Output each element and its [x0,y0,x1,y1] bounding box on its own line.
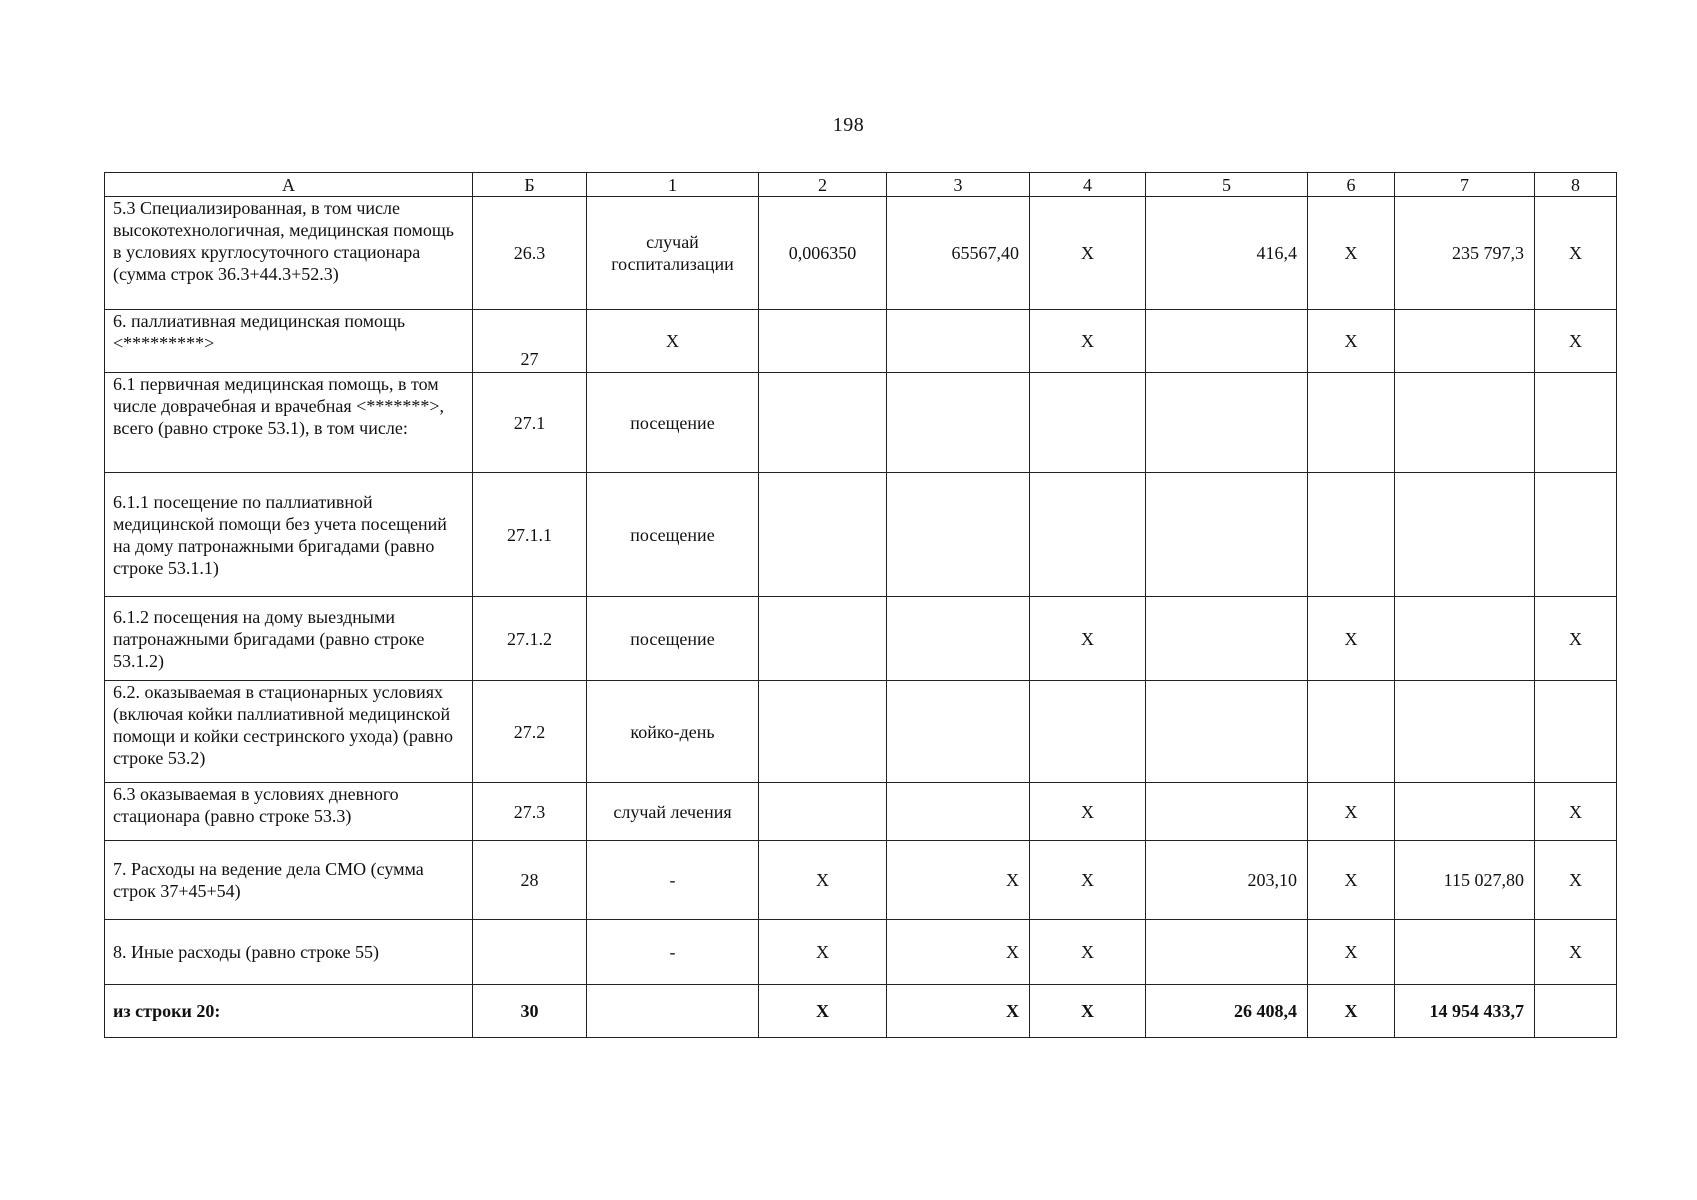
column-header: 5 [1146,173,1308,197]
cell-col-2: Х [759,985,887,1038]
cell-col-5 [1146,783,1308,841]
cell-col-4: Х [1030,310,1146,373]
table-row [105,681,1617,783]
row-description: из строки 20: [105,985,473,1038]
table-row [105,197,1617,310]
column-header: 3 [887,173,1030,197]
cell-col-5: 26 408,4 [1146,985,1308,1038]
cell-col-6: Х [1308,783,1395,841]
cell-col-2 [759,310,887,373]
row-code: 27.1 [473,373,587,473]
cell-col-2: 0,006350 [759,197,887,310]
cell-col-2: Х [759,920,887,985]
cell-col-3 [887,597,1030,681]
cell-col-2 [759,373,887,473]
unit-cell: посещение [587,373,759,473]
table-row [105,310,1617,373]
unit-cell: Х [587,310,759,373]
cell-col-4: Х [1030,920,1146,985]
cell-col-6: Х [1308,197,1395,310]
cell-col-6: Х [1308,985,1395,1038]
cell-col-6 [1308,373,1395,473]
unit-cell [587,985,759,1038]
row-code: 28 [473,841,587,920]
cell-col-3 [887,473,1030,597]
cell-col-8: Х [1535,197,1617,310]
row-description: 6.2. оказываемая в стационарных условиях (включая койки паллиативной медицинской помощи и койки сестринского ухода) (равно строке 53.2) [105,681,473,783]
cell-col-6 [1308,473,1395,597]
cell-col-5 [1146,597,1308,681]
cell-col-4 [1030,373,1146,473]
cell-col-3: 65567,40 [887,197,1030,310]
cell-col-3 [887,310,1030,373]
column-header: 7 [1395,173,1535,197]
cell-col-7 [1395,783,1535,841]
cell-col-2 [759,473,887,597]
page-number: 198 [832,114,865,136]
cell-col-7 [1395,473,1535,597]
unit-cell: - [587,920,759,985]
cell-col-7: 235 797,3 [1395,197,1535,310]
cell-col-7 [1395,310,1535,373]
column-header: 6 [1308,173,1395,197]
data-table [104,172,1617,1038]
row-code: 27.1.1 [473,473,587,597]
unit-cell: - [587,841,759,920]
column-header: А [105,173,473,197]
column-header: 1 [587,173,759,197]
cell-col-7 [1395,597,1535,681]
cell-col-5 [1146,310,1308,373]
cell-col-2 [759,597,887,681]
cell-col-7: 14 954 433,7 [1395,985,1535,1038]
cell-col-8: Х [1535,783,1617,841]
cell-col-3: Х [887,841,1030,920]
row-code: 30 [473,985,587,1038]
table-row [105,473,1617,597]
row-description: 8. Иные расходы (равно строке 55) [105,920,473,985]
cell-col-4: Х [1030,783,1146,841]
cell-col-4 [1030,681,1146,783]
cell-col-3 [887,373,1030,473]
cell-col-2: Х [759,841,887,920]
cell-col-6: Х [1308,310,1395,373]
column-header: 2 [759,173,887,197]
cell-col-7: 115 027,80 [1395,841,1535,920]
cell-col-8 [1535,985,1617,1038]
cell-col-4: Х [1030,197,1146,310]
column-header: 4 [1030,173,1146,197]
unit-cell: посещение [587,473,759,597]
table-row [105,373,1617,473]
cell-col-3: Х [887,985,1030,1038]
cell-col-6: Х [1308,841,1395,920]
row-code [473,920,587,985]
cell-col-8: Х [1535,597,1617,681]
unit-cell: койко-день [587,681,759,783]
cell-col-6 [1308,681,1395,783]
row-code: 27 [473,310,587,373]
cell-col-6: Х [1308,597,1395,681]
cell-col-8 [1535,473,1617,597]
cell-col-4: Х [1030,985,1146,1038]
row-code: 27.2 [473,681,587,783]
row-description: 6. паллиативная медицинская помощь <*********> [105,310,473,373]
cell-col-5 [1146,681,1308,783]
column-header: Б [473,173,587,197]
cell-col-7 [1395,373,1535,473]
cell-col-5 [1146,920,1308,985]
cell-col-6: Х [1308,920,1395,985]
row-code: 27.1.2 [473,597,587,681]
cell-col-5: 203,10 [1146,841,1308,920]
cell-col-4 [1030,473,1146,597]
row-description: 6.1.1 посещение по паллиативной медицинской помощи без учета посещений на дому патронажными бригадами (равно строке 53.1.1) [105,473,473,597]
cell-col-7 [1395,681,1535,783]
table-row [105,841,1617,920]
cell-col-7 [1395,920,1535,985]
cell-col-8: Х [1535,920,1617,985]
unit-cell: посещение [587,597,759,681]
cell-col-4: Х [1030,597,1146,681]
row-code: 26.3 [473,197,587,310]
cell-col-2 [759,783,887,841]
table-row [105,597,1617,681]
cell-col-8 [1535,681,1617,783]
header-row [105,173,1617,197]
column-header: 8 [1535,173,1617,197]
total-row [105,985,1617,1038]
cell-col-3 [887,783,1030,841]
row-description: 6.1.2 посещения на дому выездными патронажными бригадами (равно строке 53.1.2) [105,597,473,681]
cell-col-8: Х [1535,841,1617,920]
cell-col-3 [887,681,1030,783]
cell-col-5 [1146,473,1308,597]
table-row [105,920,1617,985]
cell-col-8 [1535,373,1617,473]
row-description: 6.1 первичная медицинская помощь, в том числе доврачебная и врачебная <*******>, всего (равно строке 53.1), в том числе: [105,373,473,473]
row-description: 5.3 Специализированная, в том числе высокотехнологичная, медицинская помощь в условиях круглосуточного стационара (сумма строк 36.3+44.3+52.3) [105,197,473,310]
unit-cell: случай госпитализации [587,197,759,310]
cell-col-5: 416,4 [1146,197,1308,310]
cell-col-3: Х [887,920,1030,985]
table-row [105,783,1617,841]
unit-cell: случай лечения [587,783,759,841]
row-description: 6.3 оказываемая в условиях дневного стационара (равно строке 53.3) [105,783,473,841]
cell-col-2 [759,681,887,783]
row-description: 7. Расходы на ведение дела СМО (сумма строк 37+45+54) [105,841,473,920]
row-code: 27.3 [473,783,587,841]
cell-col-5 [1146,373,1308,473]
cell-col-4: Х [1030,841,1146,920]
cell-col-8: Х [1535,310,1617,373]
